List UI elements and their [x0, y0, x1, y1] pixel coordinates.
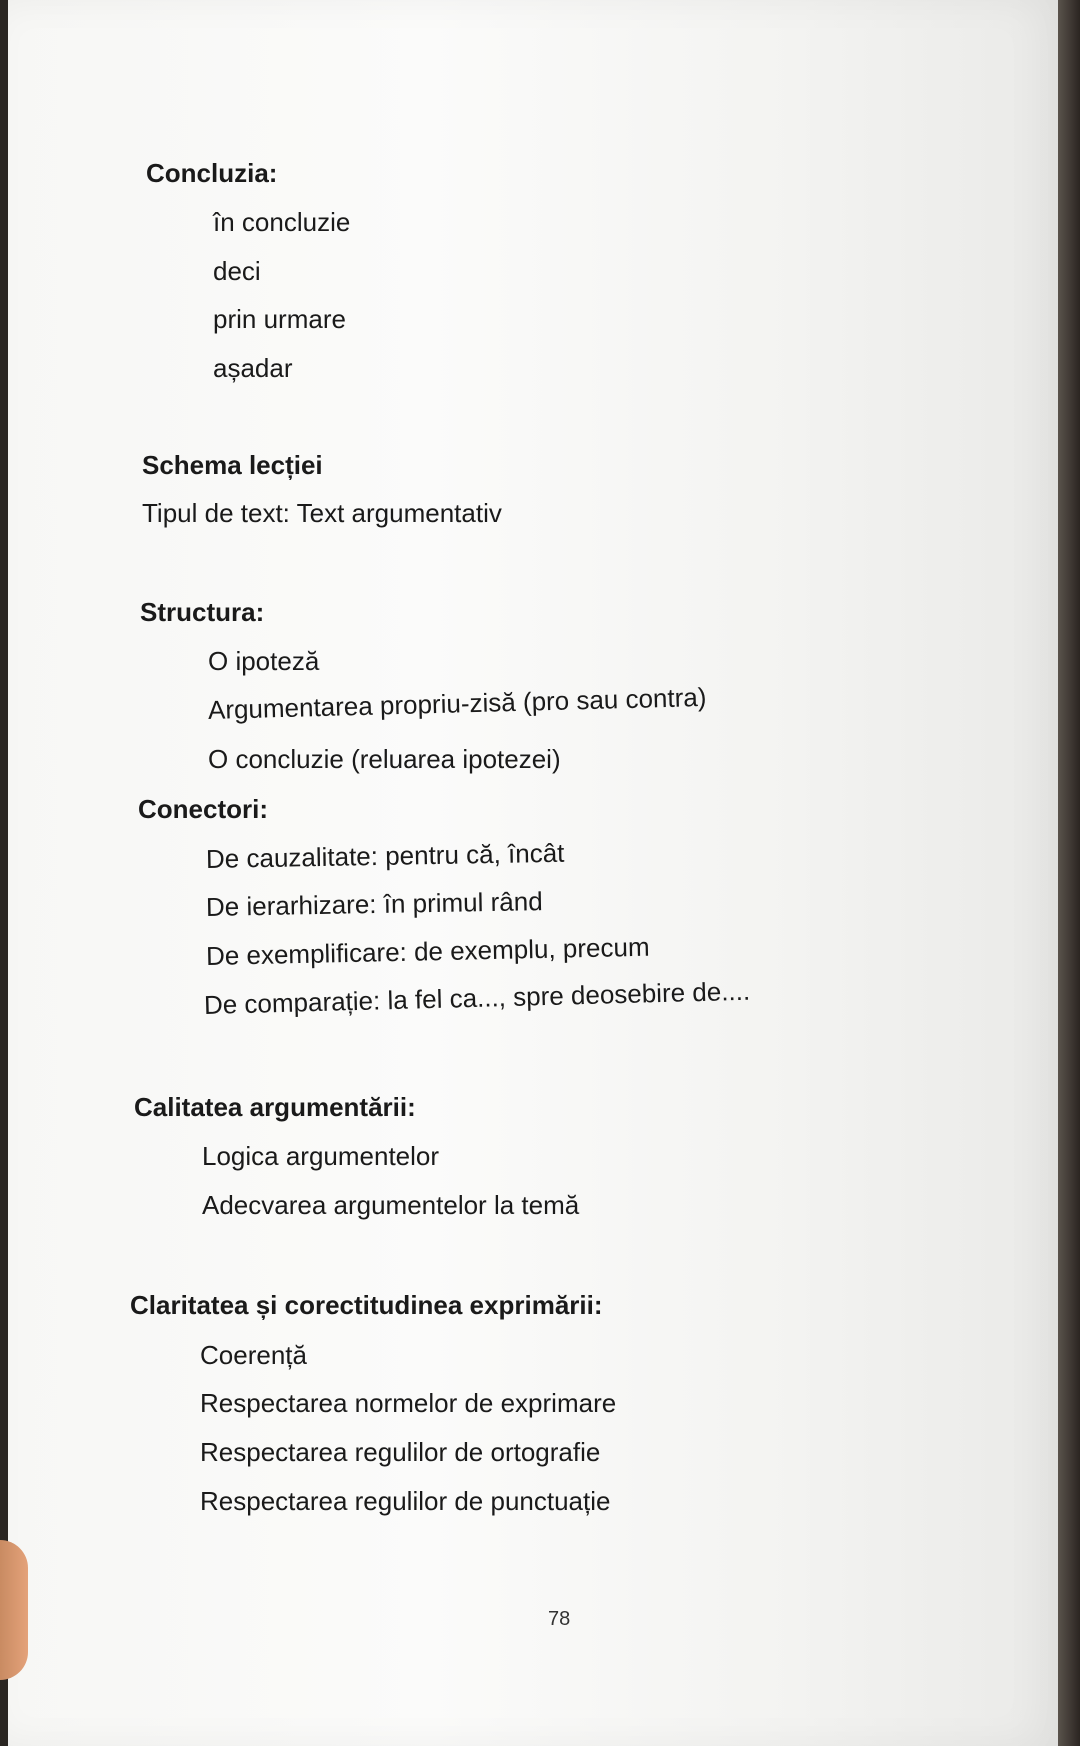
structura-item: O ipoteză: [208, 646, 320, 676]
heading-conectori: Conectori:: [138, 794, 268, 824]
page-number: 78: [548, 1608, 571, 1630]
concluzia-item: prin urmare: [213, 304, 346, 334]
calitatea-item: Adecvarea argumentelor la temă: [202, 1190, 580, 1220]
claritatea-item: Respectarea regulilor de punctuație: [200, 1486, 611, 1516]
calitatea-item: Logica argumentelor: [202, 1141, 440, 1171]
conectori-item: De cauzalitate: pentru că, încât: [205, 837, 565, 874]
claritatea-item: Coerență: [200, 1340, 307, 1370]
heading-concluzia: Concluzia:: [146, 158, 278, 188]
heading-schema-lectiei: Schema lecției: [142, 450, 323, 480]
conectori-item: De comparație: la fel ca..., spre deosebire de....: [203, 975, 751, 1020]
heading-structura: Structura:: [140, 597, 265, 627]
concluzia-item: în concluzie: [213, 207, 351, 237]
concluzia-item: deci: [213, 256, 261, 286]
conectori-item: De exemplificare: de exemplu, precum: [205, 931, 650, 971]
heading-claritatea-si-corectitudinea: Claritatea și corectitudinea exprimării:: [130, 1290, 603, 1320]
text-type-line: Tipul de text: Text argumentativ: [142, 498, 502, 528]
claritatea-item: Respectarea normelor de exprimare: [200, 1388, 617, 1418]
heading-calitatea-argumentarii: Calitatea argumentării:: [134, 1092, 416, 1122]
structura-item: O concluzie (reluarea ipotezei): [208, 744, 561, 774]
concluzia-item: așadar: [213, 353, 293, 383]
structura-item: Argumentarea propriu-zisă (pro sau contra): [207, 681, 707, 725]
claritatea-item: Respectarea regulilor de ortografie: [200, 1437, 601, 1467]
conectori-item: De ierarhizare: în primul rând: [205, 886, 543, 922]
